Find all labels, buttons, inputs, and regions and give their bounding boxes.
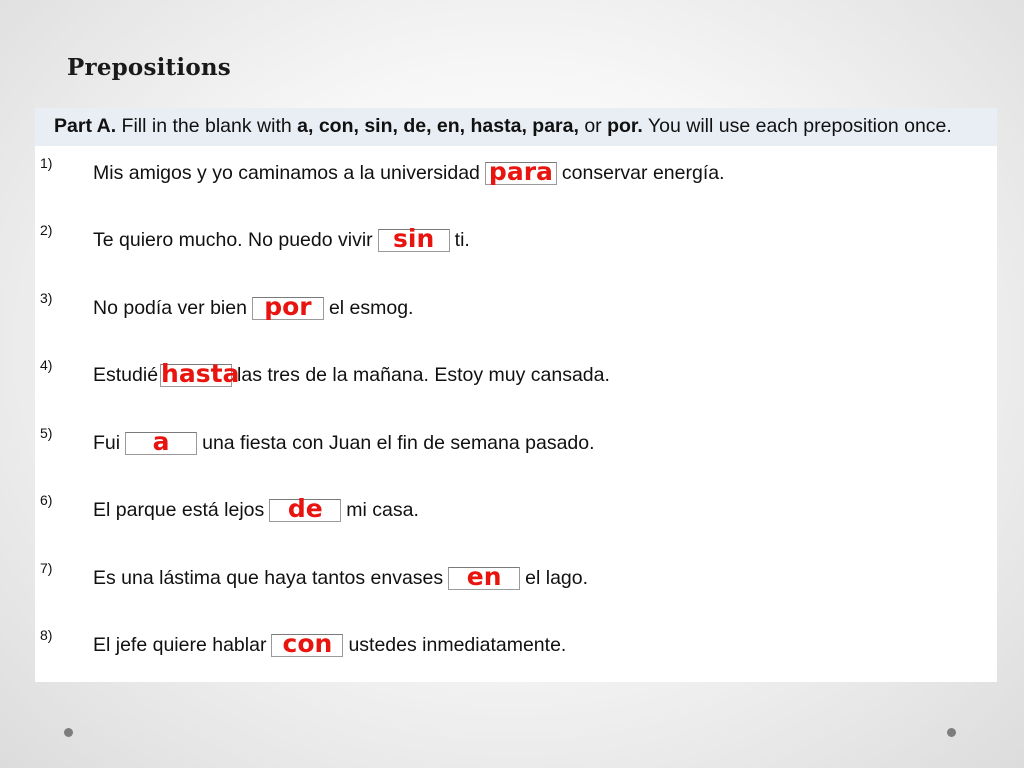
worksheet-image — [35, 108, 997, 682]
exercise-item-1 — [35, 155, 997, 195]
answer-blank — [252, 292, 324, 321]
sentence-after: el lago. — [525, 567, 589, 589]
answer-text: a — [152, 427, 170, 456]
item-number: 8) — [40, 627, 53, 643]
slide-title: Prepositions — [67, 54, 231, 81]
item-number: 3) — [40, 290, 53, 306]
answer-text: hasta — [161, 359, 240, 388]
answer-blank — [269, 494, 341, 523]
answer-blank — [271, 629, 343, 658]
sentence-before: Mis amigos y yo caminamos a la universidad — [93, 162, 480, 184]
answer-text: de — [287, 494, 323, 523]
sentence-after: ustedes inmediatamente. — [348, 634, 567, 656]
item-number: 2) — [40, 222, 53, 238]
answer-blank — [485, 157, 557, 186]
prepositions-list: a, con, sin, de, en, hasta, para, — [297, 115, 579, 137]
exercise-item-8 — [35, 627, 997, 667]
sentence-after: el esmog. — [328, 297, 414, 319]
answer-blank — [160, 359, 240, 388]
instructions-band — [35, 108, 997, 146]
exercise-item-5 — [35, 425, 997, 465]
sentence-after: mi casa. — [346, 499, 419, 521]
answer-blank — [448, 562, 520, 591]
sentence-before: Es una lástima que haya tantos envases — [93, 567, 444, 589]
exercise-item-4 — [35, 357, 997, 397]
answer-text: sin — [393, 224, 435, 253]
answer-text: para — [488, 157, 553, 186]
sentence-after: ti. — [454, 229, 470, 251]
part-label: Part A. — [54, 115, 117, 137]
instructions-text-2: or — [578, 115, 608, 137]
exercise-item-3 — [35, 290, 997, 330]
slide-dot-right — [947, 728, 956, 737]
sentence-after: conservar energía. — [561, 162, 725, 184]
item-number: 6) — [40, 492, 53, 508]
sentence-before: El parque está lejos — [93, 499, 265, 521]
slide-dot-left — [64, 728, 73, 737]
sentence-before: Te quiero mucho. No puedo vivir — [93, 229, 373, 251]
sentence-after: una fiesta con Juan el fin de semana pasado. — [202, 432, 595, 454]
answer-blank — [378, 224, 450, 253]
exercise-item-2 — [35, 222, 997, 262]
answer-text: en — [466, 562, 502, 591]
item-number: 1) — [40, 155, 53, 171]
sentence-before: No podía ver bien — [93, 297, 247, 319]
sentence-before: Fui — [93, 432, 121, 454]
sentence-before: El jefe quiere hablar — [93, 634, 267, 656]
exercise-item-6 — [35, 492, 997, 532]
answer-blank — [125, 427, 197, 456]
exercise-item-7 — [35, 560, 997, 600]
sentence-before: Estudié — [93, 364, 159, 386]
answer-text: por — [264, 292, 312, 321]
item-number: 7) — [40, 560, 53, 576]
sentence-after: las tres de la mañana. Estoy muy cansada. — [237, 364, 610, 386]
instructions-text-1: Fill in the blank with — [116, 115, 298, 137]
item-number: 4) — [40, 357, 53, 373]
last-preposition: por. — [607, 115, 643, 137]
instructions-text-3: You will use each preposition once. — [642, 115, 952, 137]
answer-text: con — [282, 629, 333, 658]
item-number: 5) — [40, 425, 53, 441]
